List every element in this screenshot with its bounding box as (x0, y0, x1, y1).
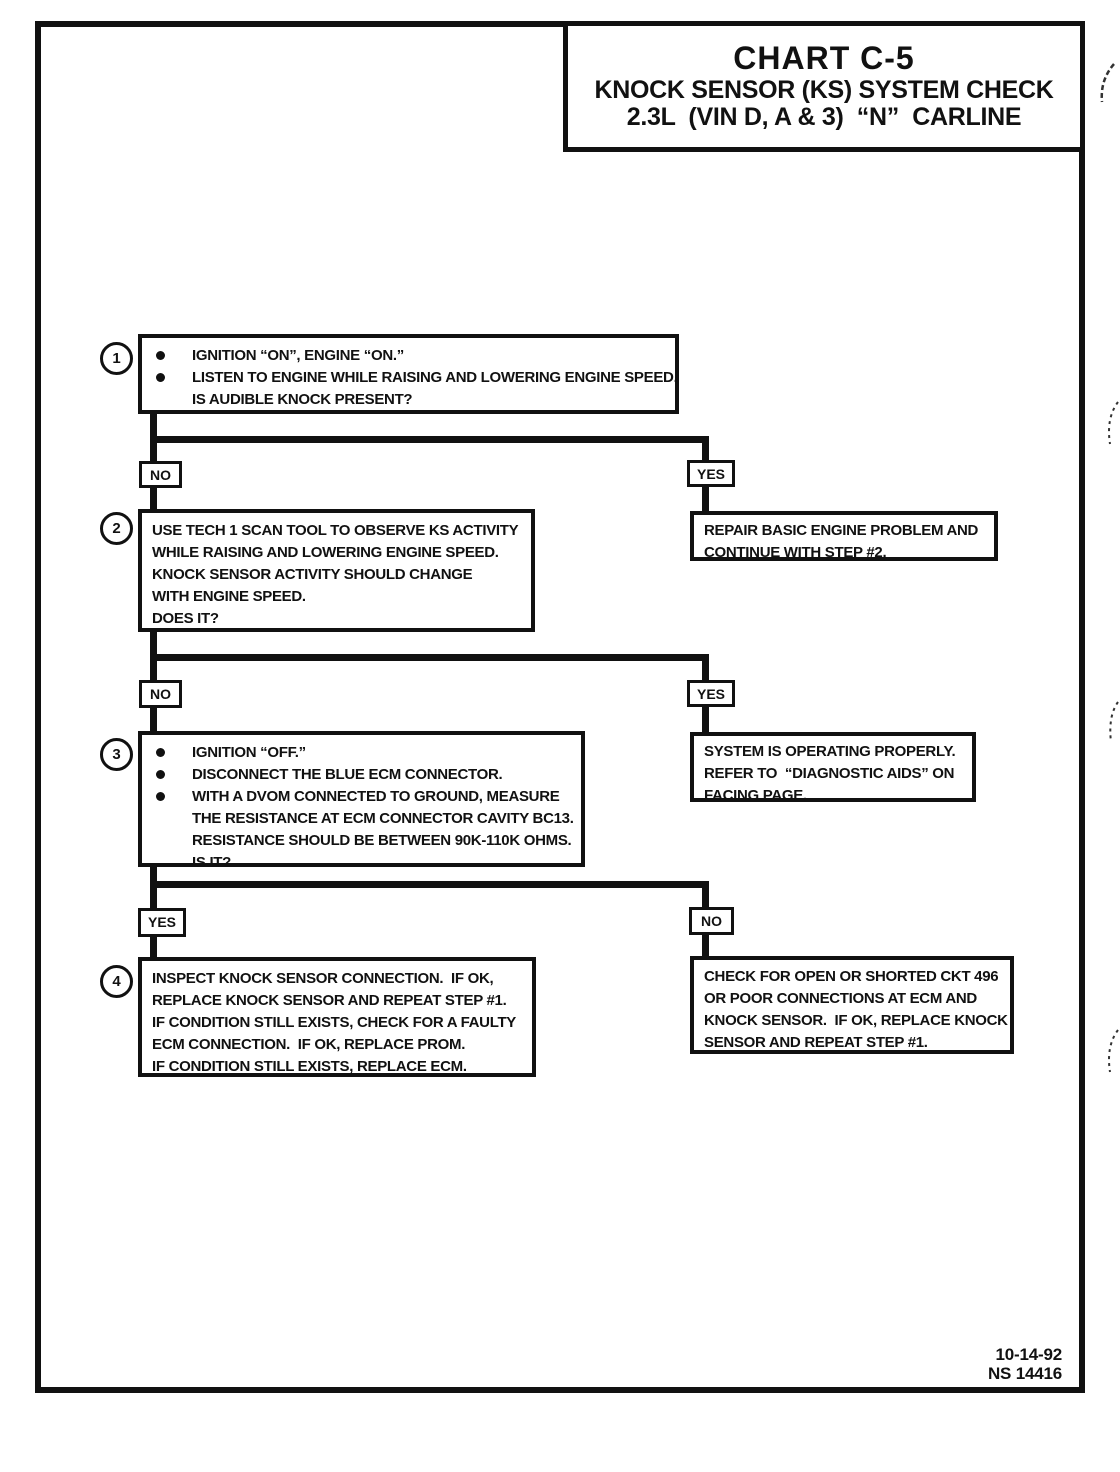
bullet-icon (148, 367, 192, 389)
connector-yes3-to-step4 (150, 936, 157, 959)
connector-branch1-horizontal (150, 436, 709, 443)
step3-bullet-1: IGNITION “OFF.” (192, 744, 306, 761)
footnote-date: 10-14-92 (995, 1345, 1062, 1364)
check-circuit-line-4: SENSOR AND REPEAT STEP #1. (704, 1034, 928, 1051)
connector-branch3-no-drop (702, 881, 709, 908)
connector-no1-to-step2 (150, 487, 157, 511)
check-circuit-line-3: KNOCK SENSOR. IF OK, REPLACE KNOCK (704, 1012, 1008, 1029)
step3-line-1: THE RESISTANCE AT ECM CONNECTOR CAVITY BC13. (192, 810, 574, 827)
connector-yes1-to-repair (702, 486, 709, 513)
connector-no3-to-checkckt (702, 934, 709, 958)
step4-line-5: IF CONDITION STILL EXISTS, REPLACE ECM. (152, 1058, 467, 1075)
chart-subtitle-system: KNOCK SENSOR (KS) SYSTEM CHECK (594, 76, 1054, 104)
connector-branch3-horizontal (150, 881, 709, 888)
scan-mark (1098, 1028, 1120, 1078)
repair-line-1: REPAIR BASIC ENGINE PROBLEM AND (704, 522, 979, 539)
footnote-code: NS 14416 (987, 1364, 1062, 1383)
step4-line-2: REPLACE KNOCK SENSOR AND REPEAT STEP #1. (152, 992, 507, 1009)
system-ok-box (690, 732, 976, 802)
repair-engine-box (690, 511, 998, 561)
step3-line-2: RESISTANCE SHOULD BE BETWEEN 90K-110K OHMS. (192, 832, 572, 849)
system-ok-line-1: SYSTEM IS OPERATING PROPERLY. (704, 743, 956, 760)
step3-question: IS IT? (192, 854, 232, 871)
step1-box (138, 334, 679, 414)
step2-line-1: USE TECH 1 SCAN TOOL TO OBSERVE KS ACTIVITY (152, 522, 519, 539)
step2-line-2: WHILE RAISING AND LOWERING ENGINE SPEED. (152, 544, 499, 561)
step4-number: 4 (112, 973, 121, 990)
branch3-yes-label: YES (138, 908, 186, 937)
step1-number-badge (100, 342, 133, 375)
step4-line-1: INSPECT KNOCK SENSOR CONNECTION. IF OK, (152, 970, 494, 987)
step4-line-3: IF CONDITION STILL EXISTS, CHECK FOR A FAULTY (152, 1014, 517, 1031)
scan-mark (1098, 400, 1120, 450)
chart-title-box (563, 21, 1085, 152)
step2-line-4: WITH ENGINE SPEED. (152, 588, 306, 605)
branch2-yes-label: YES (687, 680, 735, 707)
connector-branch1-yes-drop (702, 436, 709, 462)
repair-line-2: CONTINUE WITH STEP #2. (704, 544, 887, 561)
step1-question: IS AUDIBLE KNOCK PRESENT? (192, 391, 413, 408)
step1-bullet-2: LISTEN TO ENGINE WHILE RAISING AND LOWERING ENGINE SPEED. (192, 369, 678, 386)
step4-box (138, 957, 536, 1077)
step2-number: 2 (112, 520, 121, 537)
connector-no2-to-step3 (150, 707, 157, 732)
footnote (930, 1345, 1062, 1383)
bullet-icon (148, 742, 192, 764)
step1-bullet-1: IGNITION “ON”, ENGINE “ON.” (192, 347, 404, 364)
connector-yes2-to-systemok (702, 706, 709, 734)
check-circuit-line-2: OR POOR CONNECTIONS AT ECM AND (704, 990, 977, 1007)
scan-mark (1090, 62, 1118, 118)
step3-number: 3 (112, 746, 121, 763)
bullet-icon (148, 764, 192, 786)
step3-bullet-3: WITH A DVOM CONNECTED TO GROUND, MEASURE (192, 788, 560, 805)
scan-mark (1102, 700, 1120, 746)
step4-line-4: ECM CONNECTION. IF OK, REPLACE PROM. (152, 1036, 466, 1053)
system-ok-line-3: FACING PAGE. (704, 787, 807, 804)
step3-bullet-2: DISCONNECT THE BLUE ECM CONNECTOR. (192, 766, 503, 783)
page-border (35, 21, 1085, 1393)
branch2-no-label: NO (139, 680, 182, 708)
step2-line-3: KNOCK SENSOR ACTIVITY SHOULD CHANGE (152, 566, 473, 583)
branch3-no-label: NO (689, 907, 734, 935)
chart-subtitle-engine: 2.3L (VIN D, A & 3) “N” CARLINE (626, 103, 1022, 131)
step2-box (138, 509, 535, 632)
step1-number: 1 (112, 350, 121, 367)
bullet-icon (148, 345, 192, 367)
check-circuit-box (690, 956, 1014, 1054)
branch1-yes-label: YES (687, 460, 735, 487)
system-ok-line-2: REFER TO “DIAGNOSTIC AIDS” ON (704, 765, 955, 782)
step3-number-badge (100, 738, 133, 771)
branch1-no-label: NO (139, 461, 182, 488)
check-circuit-line-1: CHECK FOR OPEN OR SHORTED CKT 496 (704, 968, 999, 985)
connector-branch2-yes-drop (702, 654, 709, 681)
step2-question: DOES IT? (152, 610, 219, 627)
step3-box (138, 731, 585, 871)
step2-number-badge (100, 512, 133, 545)
chart-title: CHART C-5 (733, 40, 915, 76)
bullet-icon (148, 786, 192, 808)
connector-branch2-horizontal (150, 654, 709, 661)
step4-number-badge (100, 965, 133, 998)
